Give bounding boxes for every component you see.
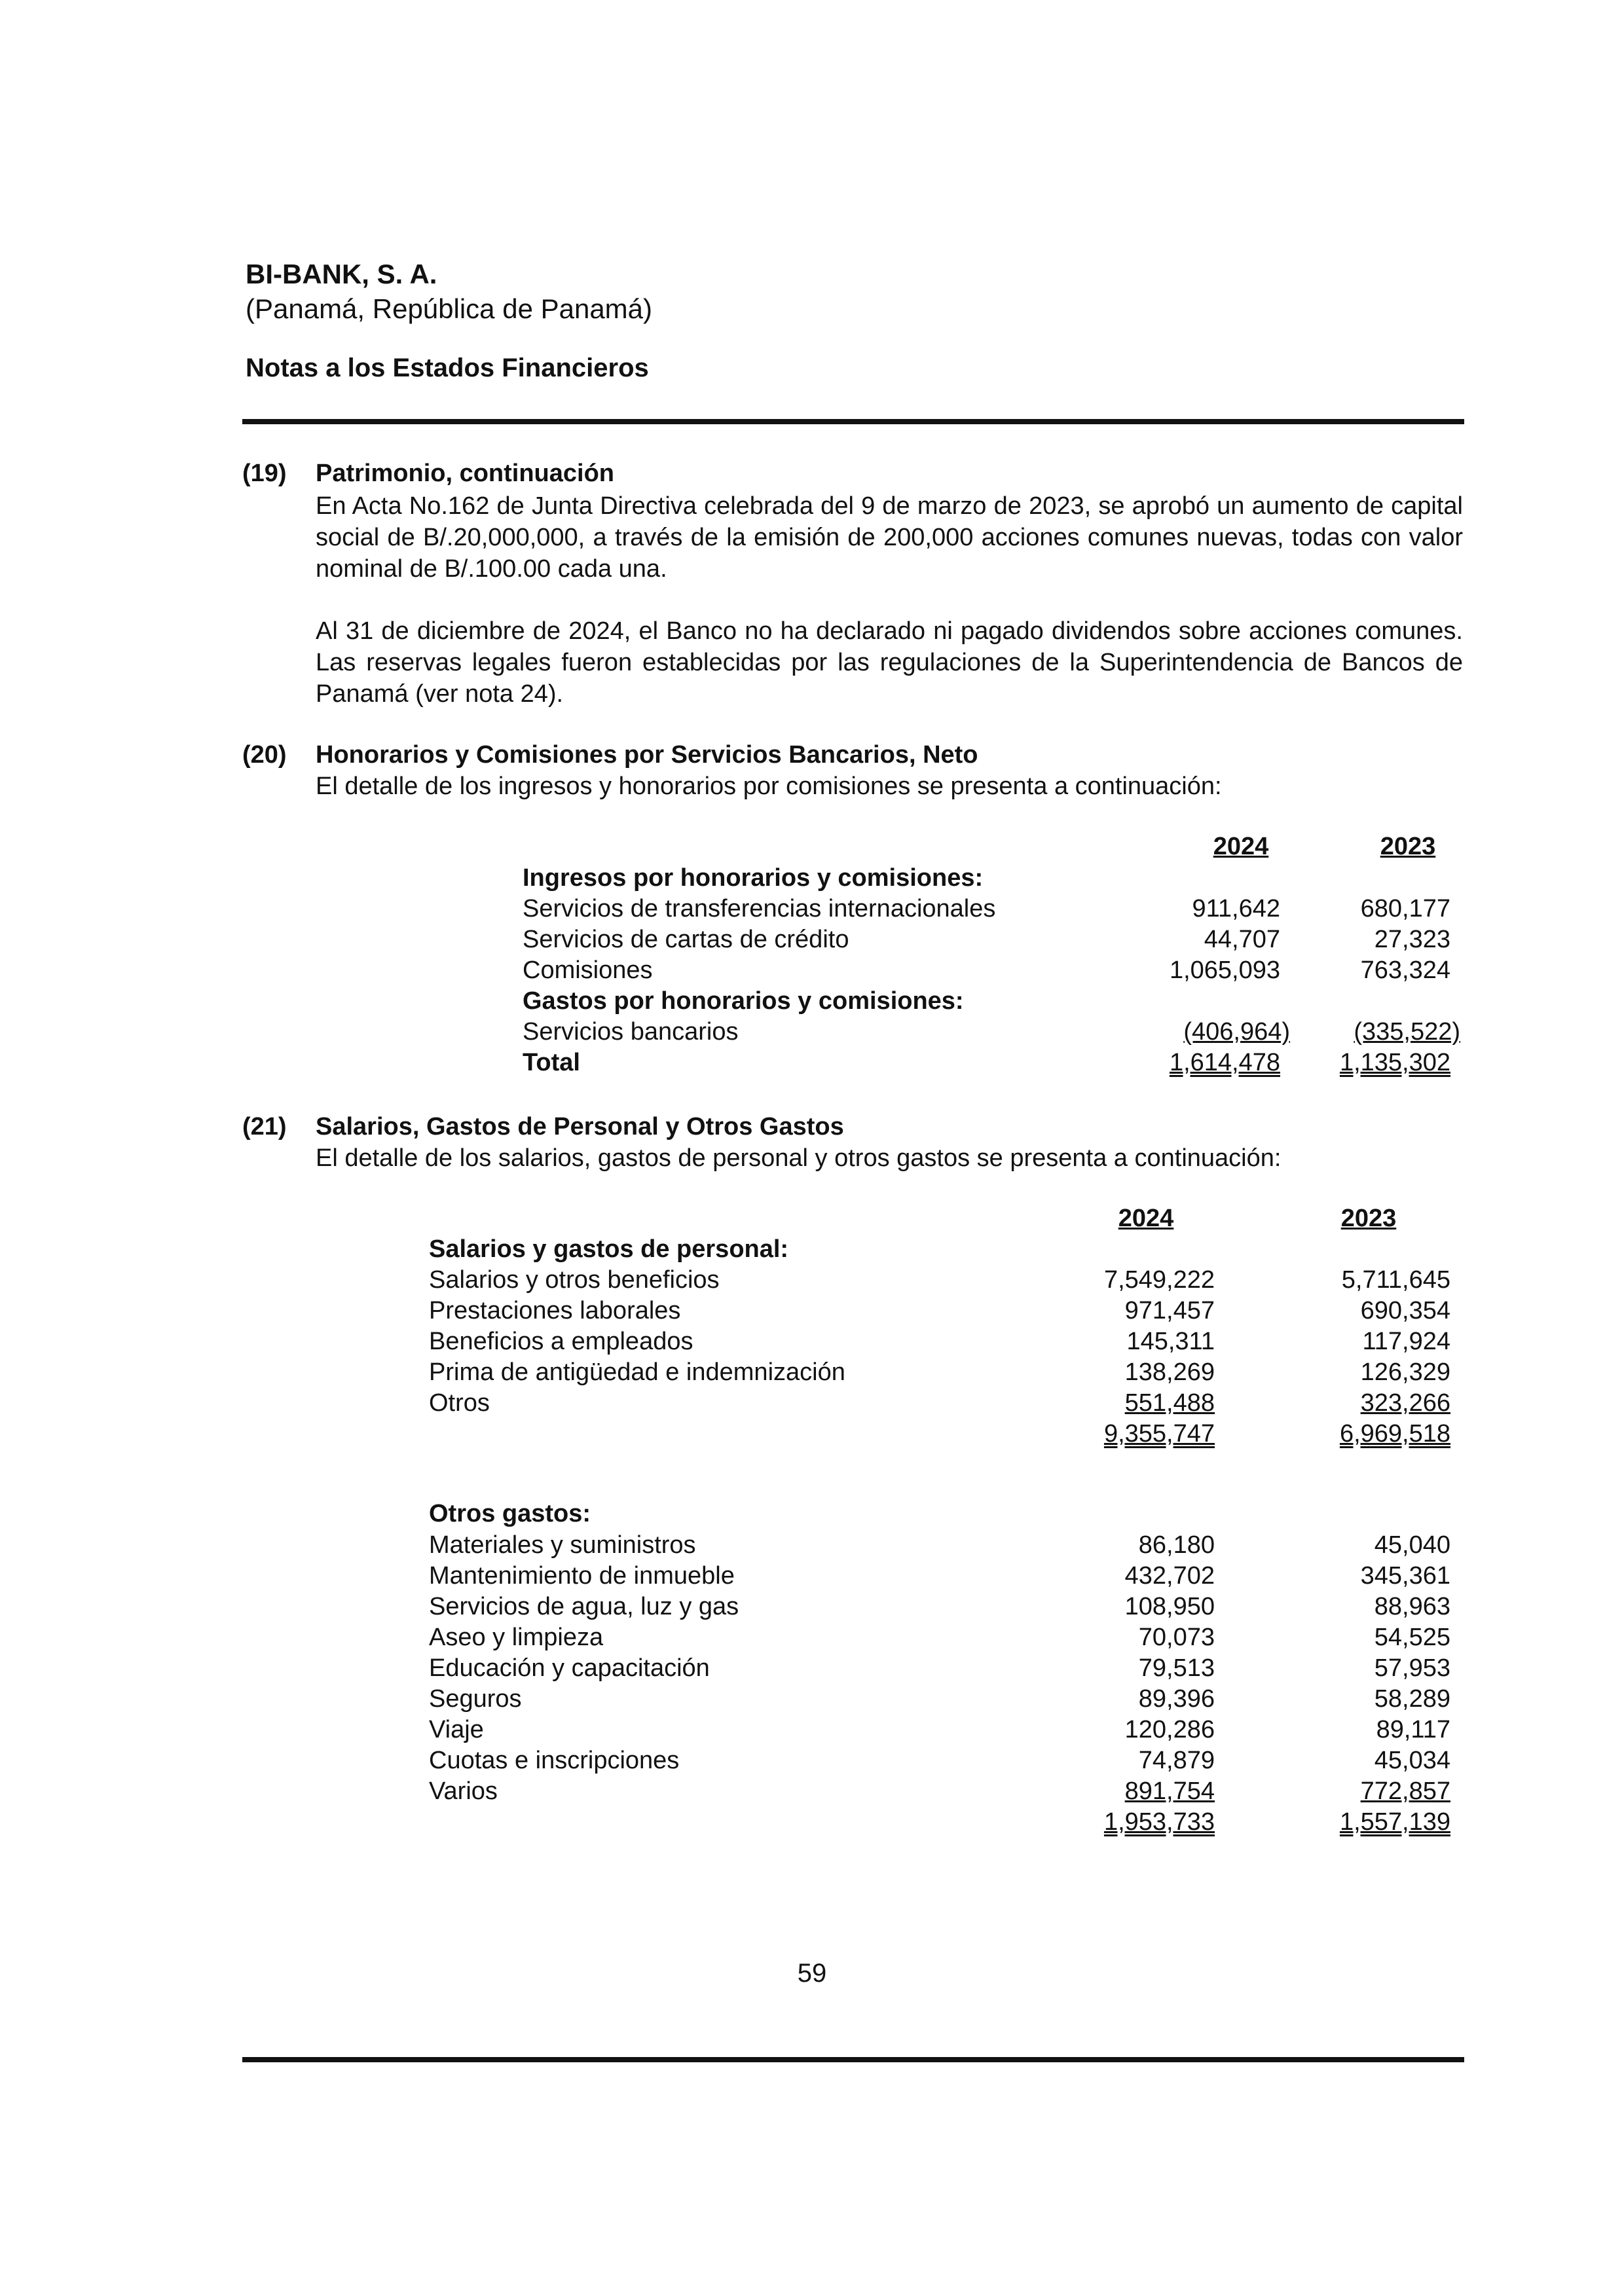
company-location: (Panamá, República de Panamá) xyxy=(246,293,653,324)
note-21-number: (21) xyxy=(242,1113,287,1140)
row-label: Educación y capacitación xyxy=(429,1654,710,1682)
value-2023: 54,525 xyxy=(1374,1624,1450,1651)
value-2023: 690,354 xyxy=(1360,1297,1450,1324)
value-2023: 5,711,645 xyxy=(1341,1266,1450,1294)
row-label: Beneficios a empleados xyxy=(429,1328,693,1355)
row-label: Comisiones xyxy=(523,957,653,984)
other-total-2023: 1,557,139 xyxy=(1339,1808,1450,1836)
value-2024: 108,950 xyxy=(1124,1593,1215,1620)
row-label: Servicios bancarios xyxy=(523,1018,739,1046)
value-2024: 86,180 xyxy=(1138,1531,1215,1559)
note-19-title: Patrimonio, continuación xyxy=(316,460,615,487)
value-2024: 891,754 xyxy=(1124,1777,1215,1805)
value-2024: 551,488 xyxy=(1124,1389,1215,1417)
row-label: Viaje xyxy=(429,1716,484,1743)
document-subtitle: Notas a los Estados Financieros xyxy=(246,354,649,382)
value-2023: 680,177 xyxy=(1360,895,1450,922)
value-2023: 117,924 xyxy=(1362,1328,1450,1355)
total-2024: 1,614,478 xyxy=(1169,1049,1280,1076)
value-2023: 323,266 xyxy=(1360,1389,1450,1417)
note-20-income-heading: Ingresos por honorarios y comisiones: xyxy=(523,864,984,892)
note-19-paragraph-1: En Acta No.162 de Junta Directiva celebrada del 9 de marzo de 2023, se aprobó un aumento de capital social de B/.20,000,000, a través de la emisión de 200,000 acciones comunes nuevas, todas con valor nominal de B/.100.00 cada una. xyxy=(316,492,1463,583)
note-20-title: Honorarios y Comisiones por Servicios Bancarios, Neto xyxy=(316,741,978,769)
row-label: Servicios de agua, luz y gas xyxy=(429,1593,739,1620)
row-label: Servicios de cartas de crédito xyxy=(523,926,849,953)
value-2023: 88,963 xyxy=(1374,1593,1450,1620)
row-label: Materiales y suministros xyxy=(429,1531,696,1559)
note-20-year-2023: 2023 xyxy=(1380,833,1436,860)
value-2023: 45,034 xyxy=(1374,1747,1450,1774)
note-21-year-2023: 2023 xyxy=(1340,1205,1397,1232)
note-21-intro: El detalle de los salarios, gastos de personal y otros gastos se presenta a continuación: xyxy=(316,1144,1282,1172)
value-2023: 58,289 xyxy=(1374,1685,1450,1713)
row-label: Mantenimiento de inmueble xyxy=(429,1562,735,1590)
value-2024: 145,311 xyxy=(1126,1328,1215,1355)
bottom-divider xyxy=(242,2057,1464,2062)
value-2023: 126,329 xyxy=(1360,1358,1450,1386)
row-label: Seguros xyxy=(429,1685,522,1713)
value-2023: 89,117 xyxy=(1376,1716,1450,1743)
value-2024: 44,707 xyxy=(1204,926,1280,953)
value-2024: 138,269 xyxy=(1124,1358,1215,1386)
value-2024: 971,457 xyxy=(1124,1297,1215,1324)
note-21-salaries-heading: Salarios y gastos de personal: xyxy=(429,1235,789,1263)
value-2023: 763,324 xyxy=(1360,957,1450,984)
salaries-total-2024: 9,355,747 xyxy=(1103,1420,1215,1448)
note-21-year-2024: 2024 xyxy=(1118,1205,1174,1232)
note-20-year-2024: 2024 xyxy=(1213,833,1269,860)
value-2024: (406,964) xyxy=(1183,1018,1290,1046)
value-2024: 911,642 xyxy=(1192,895,1280,922)
total-label: Total xyxy=(523,1049,580,1076)
company-name: BI-BANK, S. A. xyxy=(246,259,437,289)
value-2023: 45,040 xyxy=(1374,1531,1450,1559)
value-2023: 57,953 xyxy=(1374,1654,1450,1682)
salaries-total-2023: 6,969,518 xyxy=(1339,1420,1450,1448)
value-2024: 432,702 xyxy=(1124,1562,1215,1590)
note-20-number: (20) xyxy=(242,741,287,769)
value-2023: 345,361 xyxy=(1360,1562,1450,1590)
value-2023: 772,857 xyxy=(1360,1777,1450,1805)
value-2024: 74,879 xyxy=(1138,1747,1215,1774)
note-20-intro: El detalle de los ingresos y honorarios por comisiones se presenta a continuación: xyxy=(316,773,1222,800)
value-2024: 79,513 xyxy=(1138,1654,1215,1682)
page-number: 59 xyxy=(797,1959,827,1988)
value-2024: 70,073 xyxy=(1138,1624,1215,1651)
other-total-2024: 1,953,733 xyxy=(1103,1808,1215,1836)
value-2024: 120,286 xyxy=(1124,1716,1215,1743)
value-2023: (335,522) xyxy=(1354,1018,1460,1046)
total-2023: 1,135,302 xyxy=(1339,1049,1450,1076)
value-2024: 7,549,222 xyxy=(1103,1266,1215,1294)
row-label: Servicios de transferencias internacionales xyxy=(523,895,996,922)
row-label: Aseo y limpieza xyxy=(429,1624,604,1651)
note-19-paragraph-2: Al 31 de diciembre de 2024, el Banco no ha declarado ni pagado dividendos sobre acciones comunes. Las reservas legales fueron establecidas por las regulaciones de la Superintendencia de Bancos de Panamá (ver nota 24). xyxy=(316,617,1463,708)
row-label: Varios xyxy=(429,1777,498,1805)
note-19-number: (19) xyxy=(242,460,287,487)
value-2024: 89,396 xyxy=(1138,1685,1215,1713)
row-label: Salarios y otros beneficios xyxy=(429,1266,720,1294)
note-21-other-heading: Otros gastos: xyxy=(429,1500,591,1527)
row-label: Otros xyxy=(429,1389,490,1417)
top-divider xyxy=(242,419,1464,424)
row-label: Prima de antigüedad e indemnización xyxy=(429,1358,845,1386)
note-20-expense-heading: Gastos por honorarios y comisiones: xyxy=(523,987,964,1015)
row-label: Prestaciones laborales xyxy=(429,1297,681,1324)
note-21-title: Salarios, Gastos de Personal y Otros Gastos xyxy=(316,1113,844,1140)
value-2024: 1,065,093 xyxy=(1169,957,1280,984)
value-2023: 27,323 xyxy=(1374,926,1450,953)
row-label: Cuotas e inscripciones xyxy=(429,1747,680,1774)
